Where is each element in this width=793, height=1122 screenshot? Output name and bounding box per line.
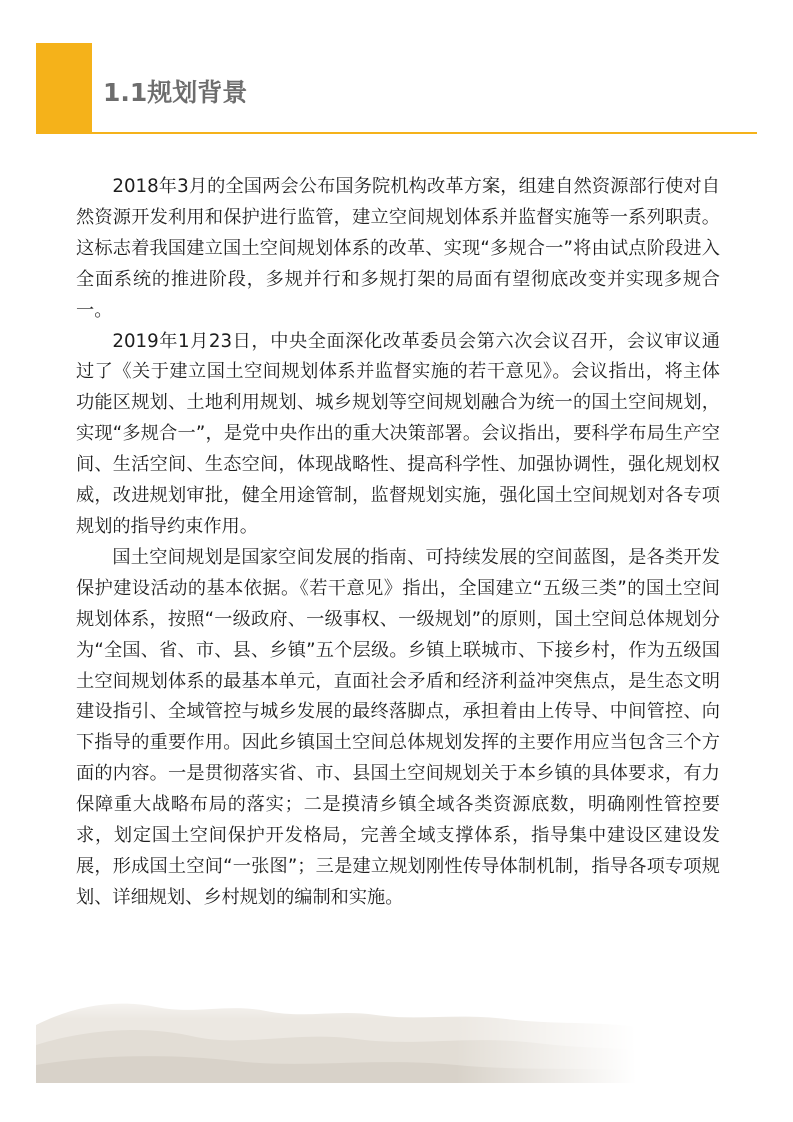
heading-underline (92, 132, 757, 134)
paragraph-2: 2019年1月23日，中央全面深化改革委员会第六次会议召开，会议审议通过了《关于建立国土空间规划体系并监督实施的若干意见》。会议指出，将主体功能区规划、土地利用规划、城乡规划等空间规划融合为统一的国土空间规划，实现“多规合一”，是党中央作出的重大决策部署。会议指出，要科学布局生产空间、生活空间、生态空间，体现战略性、提高科学性、加强协调性，强化规划权威，改进规划审批，健全用途管制，监督规划实施，强化国土空间规划对各专项规划的指导约束作用。 (76, 330, 720, 537)
paragraph-1: 2018年3月的全国两会公布国务院机构改革方案，组建自然资源部行使对自然资源开发利用和保护进行监管，建立空间规划体系并监督实施等一系列职责。这标志着我国建立国土空间规划体系的改革、实现“多规合一”将由试点阶段进入全面系统的推进阶段，多规并行和多规打架的局面有望彻底改变并实现多规合一。 (76, 176, 720, 321)
landscape-decoration (36, 985, 636, 1083)
paragraph-3: 国土空间规划是国家空间发展的指南、可持续发展的空间蓝图，是各类开发保护建设活动的基本依据。《若干意见》指出，全国建立“五级三类”的国土空间规划体系，按照“一级政府、一级事权、一级规划”的原则，国土空间总体规划分为“全国、省、市、县、乡镇”五个层级。乡镇上联城市、下接乡村，作为五级国土空间规划体系的最基本单元，直面社会矛盾和经济利益冲突焦点，是生态文明建设指引、全域管控与城乡发展的最终落脚点，承担着由上传导、中间管控、向下指导的重要作用。因此乡镇国土空间总体规划发挥的主要作用应当包含三个方面的内容。一是贯彻落实省、市、县国土空间规划关于本乡镇的具体要求，有力保障重大战略布局的落实；二是摸清乡镇全域各类资源底数，明确刚性管控要求，划定国土空间保护开发格局，完善全域支撑体系，指导集中建设区建设发展，形成国土空间“一张图”；三是建立规划刚性传导体制机制，指导各项专项规划、详细规划、乡村规划的编制和实施。 (76, 546, 720, 908)
section-title: 1.1规划背景 (103, 78, 248, 107)
body-text (76, 172, 720, 914)
heading-accent-bar (36, 43, 92, 134)
